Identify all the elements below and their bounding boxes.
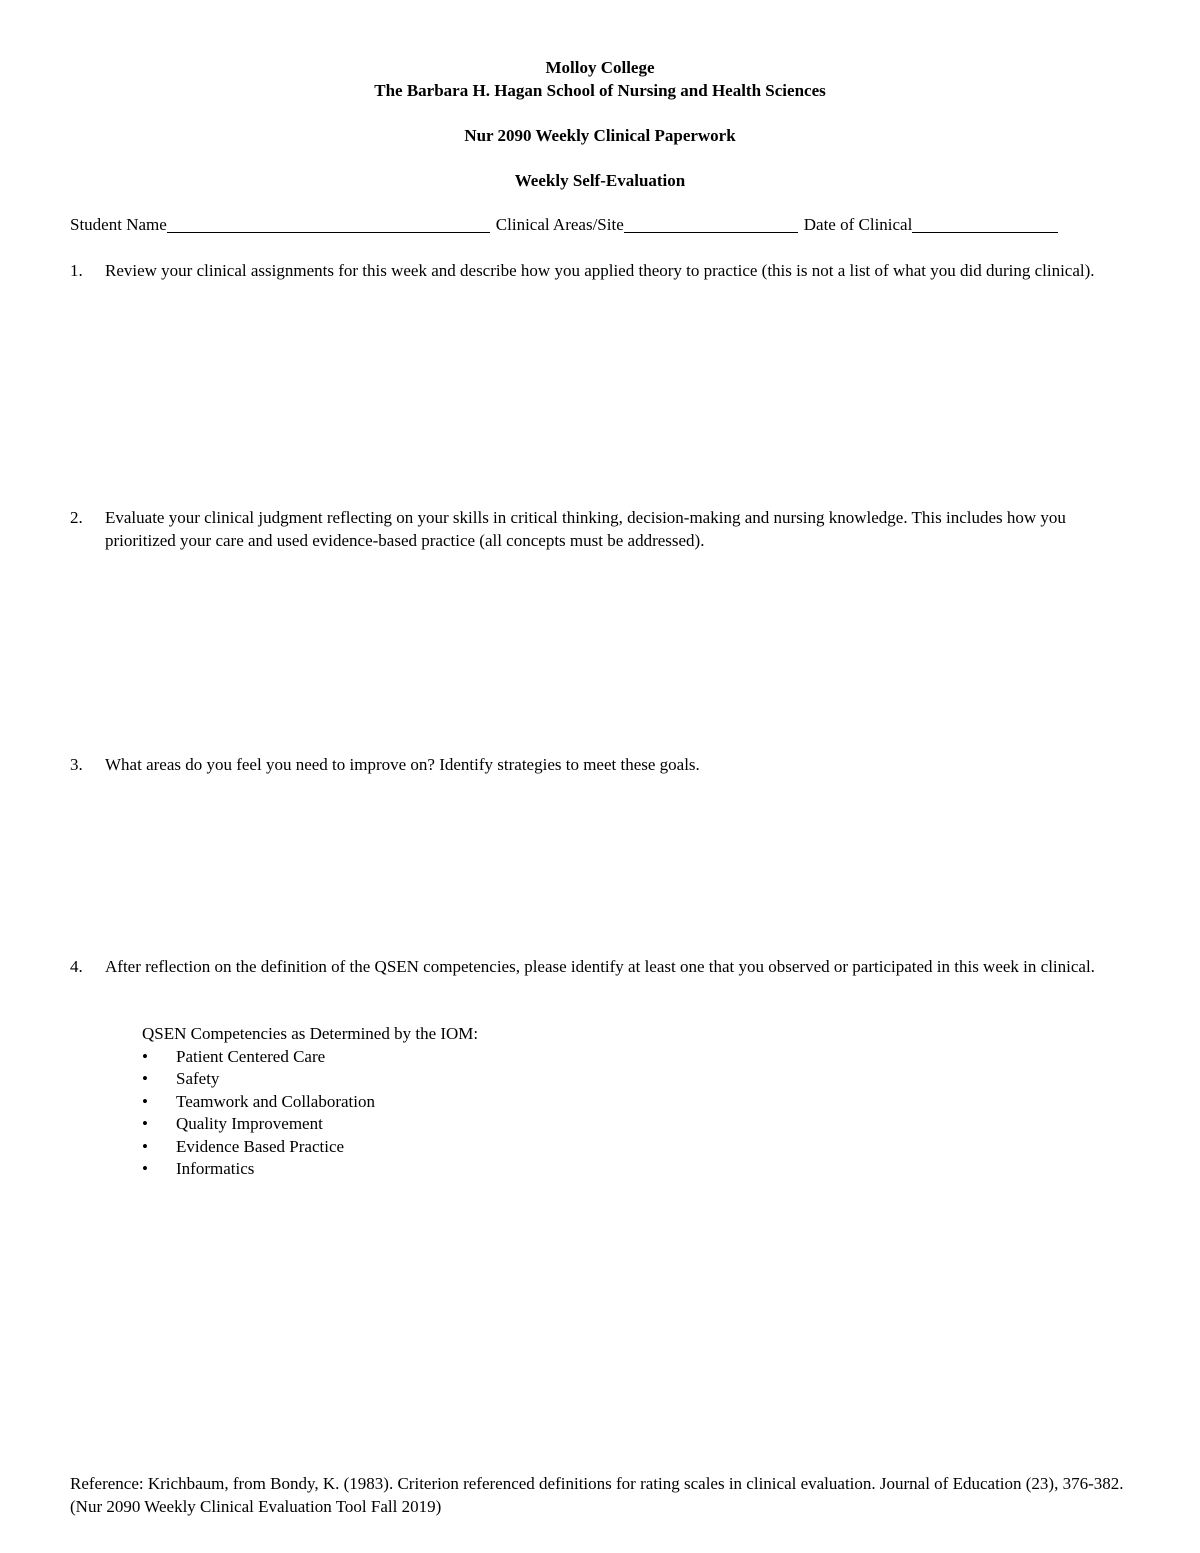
student-info-fields (70, 214, 1115, 235)
question-number: 1. (70, 261, 83, 280)
question-1 (70, 259, 1120, 282)
question-text: Review your clinical assignments for this week and describe how you applied theory to practice (this is not a list of what you did during clinical). (105, 261, 1095, 280)
question-text: After reflection on the definition of the QSEN competencies, please identify at least one that you observed or participated in this week in clinical. (105, 957, 1095, 976)
list-item-text: Quality Improvement (176, 1114, 323, 1133)
bullet-icon: • (142, 1136, 148, 1156)
list-item-text: Informatics (176, 1159, 255, 1178)
college-name: Molloy College (545, 58, 655, 77)
list-item (142, 1068, 478, 1091)
question-4 (70, 955, 1120, 978)
student-name-field[interactable] (167, 214, 490, 233)
question-text: What areas do you feel you need to improve on? Identify strategies to meet these goals. (105, 755, 700, 774)
question-2 (70, 506, 1120, 552)
bullet-icon: • (142, 1091, 148, 1111)
qsen-list (142, 1046, 478, 1181)
question-number: 4. (70, 957, 83, 976)
bullet-icon: • (142, 1159, 148, 1178)
list-item-text: Patient Centered Care (176, 1046, 326, 1066)
course-title: Nur 2090 Weekly Clinical Paperwork (464, 126, 736, 145)
question-number: 2. (70, 508, 83, 527)
list-item (142, 1046, 478, 1069)
bullet-icon: • (142, 1114, 148, 1133)
school-name: The Barbara H. Hagan School of Nursing and Health Sciences (374, 81, 826, 100)
list-item (142, 1113, 478, 1136)
list-item (142, 1158, 478, 1181)
list-item (142, 1136, 478, 1159)
reference-citation: Reference: Krichbaum, from Bondy, K. (1983). Criterion referenced definitions for rating scales in clinical evaluation. Journal of Education (23), 376-382.(Nur 2090 Weekly Clinical Evaluation Tool Fall 2019) (70, 1474, 1124, 1516)
qsen-competencies (142, 1023, 478, 1181)
clinical-site-field[interactable] (624, 214, 798, 233)
list-item-text: Teamwork and Collaboration (176, 1091, 375, 1111)
bullet-icon: • (142, 1069, 148, 1088)
question-number: 3. (70, 755, 83, 774)
bullet-icon: • (142, 1046, 148, 1066)
list-item-text: Safety (176, 1069, 220, 1088)
qsen-heading: QSEN Competencies as Determined by the IOM: (142, 1024, 479, 1043)
list-item (142, 1091, 478, 1114)
list-item-text: Evidence Based Practice (176, 1136, 345, 1156)
question-3 (70, 753, 1120, 776)
date-of-clinical-field[interactable] (912, 214, 1058, 233)
student-name-label: Student Name (70, 215, 167, 234)
question-text: Evaluate your clinical judgment reflecting on your skills in critical thinking, decision-making and nursing knowledge. This includes how you prioritized your care and used evidence-based practice (all concepts must be addressed). (105, 508, 1066, 550)
form-title: Weekly Self-Evaluation (514, 171, 686, 190)
clinical-site-label: Clinical Areas/Site (495, 215, 624, 234)
date-of-clinical-label: Date of Clinical (803, 215, 913, 234)
